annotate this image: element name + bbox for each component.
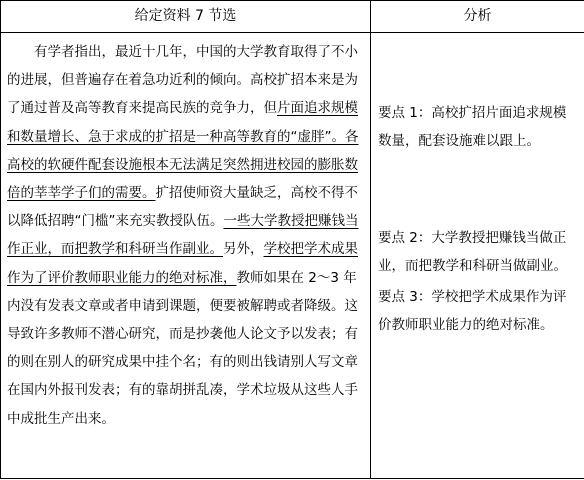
- material-passage: [7, 38, 365, 433]
- header-material-cell: [1, 1, 371, 33]
- header-material-label: 给定资料 7 节选: [134, 8, 237, 24]
- analysis-point-1: 要点 1：高校扩招片面追求规模数量，配套设施难以跟上。: [378, 105, 567, 149]
- analysis-point-3: 要点 3：学校把学术成果作为评价教师职业能力的绝对标准。: [378, 289, 567, 333]
- passage-segment-2-underlined: 片面追求规模和数量增长、急于求成的扩招是一种高等教育的“虚胖”。各高校的软硬件配套设施根本无法满足突然拥进校园的膨胀数倍的莘莘学子们的需要。: [7, 100, 359, 202]
- analysis-cell: [371, 33, 584, 479]
- passage-segment-1: 有学者指出，最近十几年，中国的大学教育取得了不小的进展，但普遍存在着急功近利的倾向。高校扩招本来是为了通过普及高等教育来提高民族的竞争力，但: [7, 44, 358, 117]
- passage-segment-3: 扩招使师资大量缺乏，高校不得不以降低招聘“门槛”来充实教授队伍。: [7, 185, 358, 230]
- passage-segment-5: 另外，: [223, 241, 264, 258]
- passage-segment-4-underlined: 一些大学教授把赚钱当作正业，而把教学和科研当作副业。: [7, 213, 359, 258]
- passage-segment-6-underlined: 学校把学术成果作为了评价教师职业能力的绝对标准，: [7, 241, 358, 286]
- analysis-point-2: 要点 2：大学教授把赚钱当做正业，而把教学和科研当做副业。: [378, 230, 567, 274]
- header-analysis-cell: [371, 1, 584, 33]
- material-passage-cell: [1, 33, 371, 479]
- table-header-row: [1, 1, 584, 33]
- header-analysis-label: 分析: [463, 8, 492, 24]
- passage-segment-7: 教师如果在 2～3 年内没有发表文章或者申请到课题，便要被解聘或者降级。这导致许多教师不潜心研究，而是抄袭他人论文予以发表；有的则在别人的研究成果中挂个名；有的则出钱请别人写文章在国内外报刊发表；有的靠胡拼乱凑，学术垃圾从这些人手中成批生产出来。: [7, 269, 358, 427]
- table-body-row: [1, 33, 584, 479]
